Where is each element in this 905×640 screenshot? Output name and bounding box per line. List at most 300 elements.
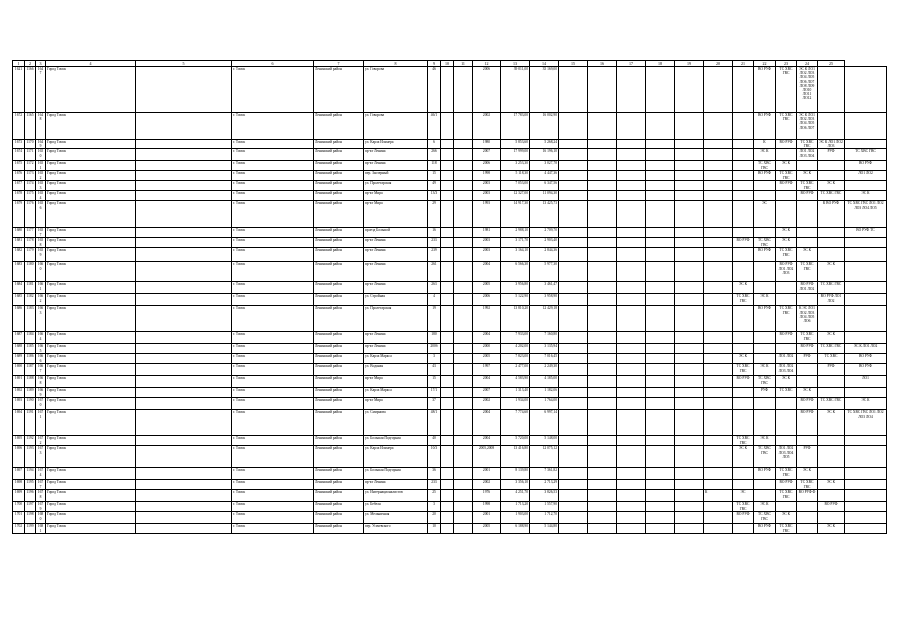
- table-cell: 1196: [25, 490, 36, 502]
- table-cell: РУФ: [797, 354, 818, 364]
- table-cell: [136, 436, 232, 446]
- table-cell: [441, 140, 454, 149]
- table-cell: ТС ХВС ГВС: [776, 468, 797, 480]
- table-cell: 1667: [36, 364, 46, 376]
- table-cell: [588, 468, 617, 480]
- table-cell: [845, 248, 887, 262]
- table-cell: ВО РУФ: [776, 332, 797, 344]
- table-cell: 1 712,70: [530, 512, 559, 524]
- table-row: [13, 191, 887, 201]
- table-cell: [675, 248, 704, 262]
- table-cell: [441, 181, 454, 191]
- table-cell: [559, 490, 588, 502]
- table-row: [13, 446, 887, 468]
- table-cell: 7 361,82: [530, 468, 559, 480]
- table-cell: [617, 294, 646, 306]
- table-cell: 1672: [13, 113, 25, 140]
- table-cell: [675, 171, 704, 181]
- table-cell: Город Томск: [46, 446, 136, 468]
- table-cell: [797, 364, 818, 376]
- table-cell: [454, 354, 473, 364]
- table-cell: [704, 294, 733, 306]
- table-cell: 1657: [36, 228, 46, 238]
- table-cell: [646, 140, 675, 149]
- table-row: [13, 364, 887, 376]
- table-cell: ул. Карла Ильмера: [364, 140, 428, 149]
- table-cell: [845, 468, 887, 480]
- table-cell: [776, 294, 797, 306]
- table-cell: [617, 262, 646, 282]
- table-cell: [754, 344, 776, 354]
- table-cell: 1649: [36, 140, 46, 149]
- table-cell: 3 135,94: [530, 344, 559, 354]
- table-cell: [136, 512, 232, 524]
- table-cell: Ленинский район: [314, 446, 364, 468]
- table-cell: 5 853,60: [501, 140, 530, 149]
- table-cell: 1180: [25, 262, 36, 282]
- table-cell: [733, 113, 754, 140]
- table-cell: [646, 191, 675, 201]
- table-cell: 1184: [25, 332, 36, 344]
- table-cell: 2004: [473, 332, 501, 344]
- table-cell: 3 171,70: [501, 238, 530, 248]
- table-cell: 200б: [428, 344, 441, 354]
- table-cell: 1194: [25, 468, 36, 480]
- table-cell: [797, 294, 818, 306]
- table-cell: Город Томск: [46, 140, 136, 149]
- table-cell: [136, 354, 232, 364]
- table-cell: [617, 238, 646, 248]
- table-cell: ЭС К: [818, 262, 845, 282]
- table-cell: [454, 344, 473, 354]
- table-cell: [454, 161, 473, 171]
- table-cell: [675, 388, 704, 398]
- table-cell: [559, 344, 588, 354]
- table-cell: 3: [428, 354, 441, 364]
- table-cell: Город Томск: [46, 228, 136, 238]
- table-cell: 1682: [13, 248, 25, 262]
- table-cell: [441, 191, 454, 201]
- table-cell: [818, 468, 845, 480]
- table-cell: 48/1: [428, 410, 441, 436]
- table-cell: ТС ХВС ГВС: [797, 262, 818, 282]
- table-cell: [617, 502, 646, 512]
- table-cell: 1993: [473, 201, 501, 228]
- column-number-header: 17: [617, 61, 646, 67]
- table-cell: 1702: [13, 524, 25, 534]
- table-cell: 1195: [25, 480, 36, 490]
- table-cell: [454, 332, 473, 344]
- table-cell: 12 429,18: [530, 306, 559, 332]
- table-cell: 1187: [25, 364, 36, 376]
- table-cell: ЭС К: [754, 502, 776, 512]
- table-cell: [559, 171, 588, 181]
- table-cell: 1700: [13, 502, 25, 512]
- table-cell: Ленинский район: [314, 436, 364, 446]
- table-cell: ул. Карла Маркса: [364, 388, 428, 398]
- table-cell: 1 764,00: [530, 398, 559, 410]
- table-cell: [617, 436, 646, 446]
- table-cell: [441, 388, 454, 398]
- table-cell: 1681: [13, 238, 25, 248]
- table-cell: 1697: [13, 468, 25, 480]
- table-cell: [818, 306, 845, 332]
- table-cell: пр-кт Мира: [364, 201, 428, 228]
- table-cell: [617, 388, 646, 398]
- table-cell: РУФ: [797, 446, 818, 468]
- table-cell: 1165: [25, 113, 36, 140]
- table-cell: 2 988,10: [501, 228, 530, 238]
- table-cell: [588, 332, 617, 344]
- table-cell: [754, 181, 776, 191]
- table-cell: 2 713,29: [530, 480, 559, 490]
- table-cell: ЛО1: [845, 376, 887, 388]
- table-cell: 2003: [473, 191, 501, 201]
- table-cell: 1191: [25, 410, 36, 436]
- table-cell: 13 425,73: [530, 201, 559, 228]
- table-cell: Город Томск: [46, 524, 136, 534]
- table-cell: 7 016,45: [530, 354, 559, 364]
- table-cell: 3 253,30: [501, 161, 530, 171]
- table-cell: [733, 181, 754, 191]
- table-cell: Ленинский район: [314, 468, 364, 480]
- table-cell: [646, 332, 675, 344]
- table-cell: 6 347,56: [530, 181, 559, 191]
- table-cell: [704, 140, 733, 149]
- table-cell: ЭС К: [845, 398, 887, 410]
- table-cell: [754, 191, 776, 201]
- table-cell: [675, 344, 704, 354]
- table-cell: [617, 512, 646, 524]
- table-cell: [136, 191, 232, 201]
- table-cell: [588, 524, 617, 534]
- table-row: [13, 248, 887, 262]
- table-cell: Город Томск: [46, 248, 136, 262]
- table-cell: Город Томск: [46, 512, 136, 524]
- table-cell: 2000: [473, 344, 501, 354]
- table-cell: [559, 191, 588, 201]
- table-cell: ЭС: [733, 490, 754, 502]
- table-row: [13, 490, 887, 502]
- table-cell: ТС ХВС ГВС: [733, 502, 754, 512]
- table-cell: [733, 306, 754, 332]
- table-cell: [454, 436, 473, 446]
- table-cell: 1976: [473, 490, 501, 502]
- table-cell: Ленинский район: [314, 238, 364, 248]
- table-cell: [754, 332, 776, 344]
- table-cell: [588, 262, 617, 282]
- table-cell: г. Томск: [232, 332, 314, 344]
- table-cell: [441, 524, 454, 534]
- table-cell: ЛО1 ЛО2 ЛО3 ЛО4: [797, 149, 818, 161]
- table-cell: [845, 113, 887, 140]
- table-cell: [704, 436, 733, 446]
- table-cell: 15: [428, 376, 441, 388]
- table-cell: [797, 376, 818, 388]
- table-row: [13, 398, 887, 410]
- table-cell: [704, 228, 733, 238]
- table-cell: 2004: [473, 410, 501, 436]
- table-cell: [454, 262, 473, 282]
- table-cell: 1689: [13, 354, 25, 364]
- table-cell: г. Томск: [232, 67, 314, 113]
- table-cell: [617, 282, 646, 294]
- table-cell: ВО РУФ: [776, 181, 797, 191]
- table-cell: Город Томск: [46, 191, 136, 201]
- table-cell: 1678: [13, 191, 25, 201]
- table-cell: 1686: [13, 306, 25, 332]
- table-cell: 5 118,30: [501, 171, 530, 181]
- table-cell: [617, 228, 646, 238]
- table-cell: [675, 282, 704, 294]
- table-cell: [136, 228, 232, 238]
- table-cell: [797, 238, 818, 248]
- table-cell: Город Томск: [46, 502, 136, 512]
- table-cell: ВО РУФ: [754, 524, 776, 534]
- table-cell: [845, 332, 887, 344]
- table-cell: пр-кт Ленина: [364, 161, 428, 171]
- table-cell: [675, 332, 704, 344]
- table-cell: [454, 282, 473, 294]
- table-cell: ЭС К: [754, 294, 776, 306]
- table-cell: ЭС К: [818, 410, 845, 436]
- table-cell: 1666: [36, 354, 46, 364]
- table-cell: 1171: [25, 149, 36, 161]
- table-cell: 1 313,40: [501, 388, 530, 398]
- table-cell: [136, 468, 232, 480]
- table-cell: 2 844,36: [530, 248, 559, 262]
- table-cell: ВО РУФ: [754, 113, 776, 140]
- table-cell: [617, 149, 646, 161]
- table-cell: [675, 376, 704, 388]
- table-cell: 5 268,24: [530, 140, 559, 149]
- table-cell: 1 182,06: [530, 388, 559, 398]
- table-cell: 1997: [473, 364, 501, 376]
- table-cell: [704, 446, 733, 468]
- table-cell: [559, 502, 588, 512]
- table-cell: 1671: [36, 410, 46, 436]
- table-cell: 46: [428, 67, 441, 113]
- table-cell: [646, 149, 675, 161]
- table-cell: 233: [428, 480, 441, 490]
- table-cell: ВО РУФ ЛО1 ЛО2 ЛО3: [776, 262, 797, 282]
- table-cell: [454, 512, 473, 524]
- table-cell: [733, 332, 754, 344]
- table-cell: [136, 140, 232, 149]
- table-cell: Город Томск: [46, 468, 136, 480]
- table-cell: [454, 171, 473, 181]
- table-cell: г. Томск: [232, 364, 314, 376]
- table-row: [13, 480, 887, 490]
- table-cell: [136, 490, 232, 502]
- column-number-header: 12: [473, 61, 501, 67]
- table-row: [13, 468, 887, 480]
- table-cell: ТС ХВС ГВС ЛО1 ЛО2 ЛО3 ЛО4 ЛО5: [845, 201, 887, 228]
- table-cell: [797, 502, 818, 512]
- table-cell: [646, 294, 675, 306]
- table-cell: Ленинский район: [314, 480, 364, 490]
- table-cell: 1672: [36, 436, 46, 446]
- table-cell: Ленинский район: [314, 113, 364, 140]
- table-cell: 1181: [25, 282, 36, 294]
- table-cell: ВО РУФ: [845, 354, 887, 364]
- table-cell: [617, 67, 646, 113]
- table-cell: Город Томск: [46, 149, 136, 161]
- table-cell: пр-кт Мира: [364, 191, 428, 201]
- table-row: [13, 201, 887, 228]
- table-cell: [136, 113, 232, 140]
- table-cell: [704, 171, 733, 181]
- table-cell: 1 713,20: [501, 502, 530, 512]
- table-cell: 1685: [13, 294, 25, 306]
- table-cell: [617, 332, 646, 344]
- table-cell: [559, 306, 588, 332]
- table-cell: [675, 410, 704, 436]
- table-cell: Ленинский район: [314, 490, 364, 502]
- table-cell: [675, 436, 704, 446]
- table-cell: [776, 201, 797, 228]
- table-cell: Ленинский район: [314, 388, 364, 398]
- table-cell: 15: [428, 171, 441, 181]
- table-cell: 1183: [25, 306, 36, 332]
- table-cell: 2007: [473, 388, 501, 398]
- table-cell: 16 196,10: [530, 149, 559, 161]
- table-cell: 1 557,90: [530, 502, 559, 512]
- column-number-header: 1: [13, 61, 25, 67]
- table-cell: ТС ХВС ГВС: [754, 446, 776, 468]
- table-cell: 6 188,90: [501, 524, 530, 534]
- table-cell: [559, 410, 588, 436]
- table-cell: пер. Заозерный: [364, 171, 428, 181]
- table-cell: [136, 306, 232, 332]
- table-cell: [136, 410, 232, 436]
- table-cell: 1684: [13, 282, 25, 294]
- table-cell: г. Томск: [232, 238, 314, 248]
- table-cell: [845, 436, 887, 446]
- table-cell: [797, 228, 818, 238]
- table-cell: [136, 248, 232, 262]
- table-cell: ЭС К: [754, 436, 776, 446]
- table-cell: ТС ХВС ГВС: [797, 480, 818, 490]
- table-cell: [454, 228, 473, 238]
- table-cell: 1699: [13, 490, 25, 502]
- table-cell: [646, 354, 675, 364]
- table-cell: [559, 248, 588, 262]
- table-cell: 1653: [36, 181, 46, 191]
- table-cell: 1659: [36, 248, 46, 262]
- table-cell: ЭС К: [754, 149, 776, 161]
- table-row: [13, 140, 887, 149]
- table-row: [13, 344, 887, 354]
- table-cell: [617, 410, 646, 436]
- table-cell: 2003: [473, 248, 501, 262]
- table-cell: [646, 436, 675, 446]
- column-number-header: 13: [501, 61, 530, 67]
- table-cell: [646, 181, 675, 191]
- table-cell: ТС ХВС ГВС: [733, 436, 754, 446]
- table-cell: [675, 161, 704, 171]
- table-cell: ВО РУФ: [797, 398, 818, 410]
- table-cell: г. Томск: [232, 306, 314, 332]
- table-cell: 8 139,80: [501, 468, 530, 480]
- table-cell: [704, 376, 733, 388]
- table-cell: [818, 228, 845, 238]
- table-cell: [559, 149, 588, 161]
- table-cell: [646, 248, 675, 262]
- table-cell: ТС ХВС ГВС: [776, 171, 797, 181]
- table-cell: К: [704, 490, 733, 502]
- table-cell: [441, 161, 454, 171]
- table-cell: [733, 191, 754, 201]
- table-cell: [675, 480, 704, 490]
- table-cell: [454, 388, 473, 398]
- column-number-header: 19: [675, 61, 704, 67]
- table-cell: 29: [428, 201, 441, 228]
- table-cell: 19: [428, 306, 441, 332]
- table-cell: [588, 228, 617, 238]
- table-cell: [441, 306, 454, 332]
- table-cell: 1662: [36, 294, 46, 306]
- table-cell: [675, 398, 704, 410]
- table-cell: 2003: [473, 238, 501, 248]
- table-cell: ЭС К: [818, 524, 845, 534]
- table-cell: ЭС К: [797, 468, 818, 480]
- table-cell: Ленинский район: [314, 376, 364, 388]
- table-cell: 7 053,00: [501, 181, 530, 191]
- table-cell: 37: [428, 398, 441, 410]
- table-cell: ВО РУФ: [754, 67, 776, 113]
- table-cell: 5 144,80: [530, 524, 559, 534]
- table-cell: ЛО1 ЛО2: [845, 171, 887, 181]
- table-cell: [733, 228, 754, 238]
- table-cell: [646, 446, 675, 468]
- table-row: [13, 113, 887, 140]
- table-cell: [845, 238, 887, 248]
- table-cell: [441, 228, 454, 238]
- table-cell: ул. Смирнова: [364, 410, 428, 436]
- table-cell: 2 709,70: [530, 228, 559, 238]
- table-row: [13, 228, 887, 238]
- table-row: [13, 354, 887, 364]
- table-cell: ТС ХВС ГВС: [797, 181, 818, 191]
- table-cell: 3 826,53: [530, 490, 559, 502]
- table-cell: 1677: [13, 181, 25, 191]
- table-cell: [646, 524, 675, 534]
- table-cell: пр-кт Ленина: [364, 332, 428, 344]
- table-cell: [454, 149, 473, 161]
- table-cell: [845, 524, 887, 534]
- column-number-header: 22: [754, 61, 776, 67]
- table-cell: [754, 262, 776, 282]
- table-cell: Ленинский район: [314, 262, 364, 282]
- table-cell: [617, 364, 646, 376]
- table-row: [13, 282, 887, 294]
- table-cell: ЭС: [754, 201, 776, 228]
- table-cell: 1668: [36, 376, 46, 388]
- table-cell: Город Томск: [46, 161, 136, 171]
- table-cell: Город Томск: [46, 436, 136, 446]
- table-cell: [441, 446, 454, 468]
- table-cell: [646, 410, 675, 436]
- table-cell: 2007: [473, 149, 501, 161]
- table-cell: 1678: [36, 490, 46, 502]
- table-cell: [818, 113, 845, 140]
- table-cell: [559, 332, 588, 344]
- table-cell: [704, 238, 733, 248]
- table-cell: [675, 262, 704, 282]
- table-cell: [818, 161, 845, 171]
- table-cell: [646, 161, 675, 171]
